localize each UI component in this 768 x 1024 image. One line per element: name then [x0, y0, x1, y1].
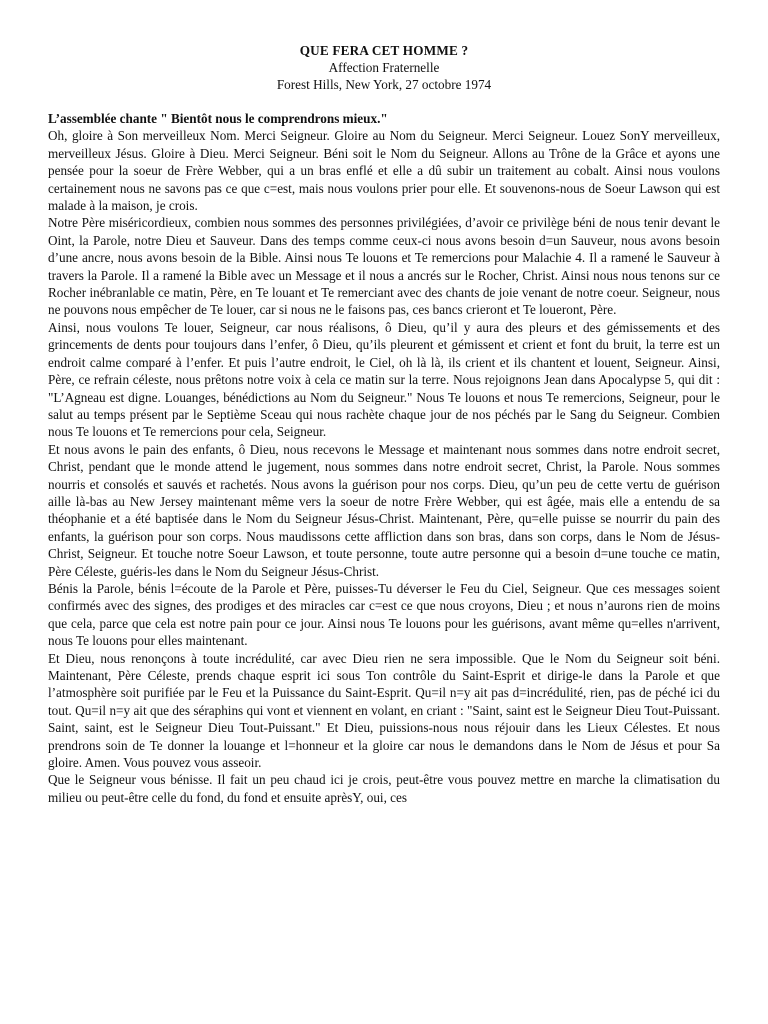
paragraph: Et Dieu, nous renonçons à toute incrédulité, car avec Dieu rien ne sera impossible. Que le Nom du Seigneur soit béni. Maintenant, Père Céleste, prends chaque esprit ici sous Ton contrôle du Saint-Esprit et dirige-le dans la Parole et que l’atmosphère soit purifiée par le Feu et la Puissance du Saint-Esprit. Qu=il n=y ait pas d=incrédulité, rien, pas de péché ici du tout. Qu=il n=y ait que des séraphins qui vont et viennent en volant, en criant : "Saint, saint est le Seigneur Dieu Tout-Puissant. Saint, saint, est le Seigneur Dieu Tout-Puissant." Et Dieu, puissions-nous nous réjouir dans les Lieux Célestes. Et nous prendrons soin de Te donner la louange et l=honneur et la gloire car nous le demandons dans le Nom de Jésus et pour Sa gloire. Amen. Vous pouvez vous asseoir.	[48, 650, 720, 771]
paragraph: Ainsi, nous voulons Te louer, Seigneur, car nous réalisons, ô Dieu, qu’il y aura des pleurs et des gémissements et des grincements de dents pour toujours dans l’enfer, ô Dieu, qu’ils pleurent et gémissent et crient et font du bruit, la terre est un endroit calme comparé à l’enfer. Et puis l’autre endroit, le Ciel, oh là là, ils crient et ils chantent et louent, Seigneur. Ainsi, Père, ce refrain céleste, nous prêtons notre voix à cela ce matin sur la terre. Nous rejoignons Jean dans Apocalypse 5, qui dit : "L’Agneau est digne. Louanges, bénédictions au Nom du Seigneur." Nous Te louons et nous Te remercions, Seigneur, pour le salut au temps présent par le Septième Sceau qui nous rachète chaque jour de nos péchés par le Sang du Seigneur. Combien nous Te louons et Te remercions pour cela, Seigneur.	[48, 319, 720, 440]
document-subtitle: Affection Fraternelle	[328, 60, 440, 75]
paragraph: Notre Père miséricordieux, combien nous sommes des personnes privilégiées, d’avoir ce privilège béni de nous tenir devant le Oint, la Parole, notre Dieu et Sauveur. Dans des temps comme ceux-ci nous avons besoin d=un Sauveur, nous avons besoin d’une ancre, nous avons besoin de la Bible. Ainsi nous Te louons et Te remercions pour Malachie 4. Il a ramené le Sauveur à travers la Parole. Il a ramené la Bible avec un Message et il nous a ancrés sur le Rocher, Christ. Ainsi nous nous tenons sur ce Rocher inébranlable ce matin, Père, en Te louant et Te remerciant avec des chants de joie venant de notre coeur. Seigneur, nous ne pouvons nous empêcher de Te louer, car si nous ne le faisons pas, ces bancs crieront et Te loueront, Père.	[48, 215, 720, 318]
document-page	[48, 42, 720, 806]
paragraph: Que le Seigneur vous bénisse. Il fait un peu chaud ici je crois, peut-être vous pouvez mettre en marche la climatisation du milieu ou peut-être celle du fond, du fond et ensuite aprèsY, oui, ces	[48, 772, 720, 805]
intro-line: L’assemblée chante " Bientôt nous le comprendrons mieux."	[48, 111, 388, 126]
paragraph: Et nous avons le pain des enfants, ô Dieu, nous recevons le Message et maintenant nous sommes dans notre endroit secret, Christ, pendant que le monde attend le jugement, nous sommes dans notre endroit secret, Christ, la Parole. Nous sommes nourris et consolés et sauvés et rachetés. Nous avons la guérison pour nos corps. Dieu, qu’un peu de cette vertu de guérison aille là-bas au New Jersey maintenant même vers la soeur de notre Frère Webber, qui est âgée, mais elle a entendu de sa théophanie et a été baptisée dans le Nom du Seigneur Jésus-Christ. Maintenant, Père, qu=elle puisse se nourrir du pain des enfants, la guérison pour son corps. Nous maudissons cette affliction dans son bras, dans son corps, dans le Nom de Jésus-Christ, Seigneur. Et touche notre Soeur Lawson, et toute personne, toute autre personne qui a besoin d=une touche ce matin, Père Céleste, guéris-les dans le Nom du Seigneur Jésus-Christ.	[48, 441, 720, 579]
paragraph: Bénis la Parole, bénis l=écoute de la Parole et Père, puisses-Tu déverser le Feu du Ciel, Seigneur. Que ces messages soient confirmés avec des signes, des prodiges et des miracles car c=est ce que nous croyons, Dieu ; et nous n’aurons rien de moins que cela, parce que cela est notre pain pour ce jour. Ainsi nous Te louons pour les guérisons, avant même qu=elles n'arrivent, nous Te louons pour elles maintenant.	[48, 580, 720, 649]
document-title: QUE FERA CET HOMME ?	[299, 43, 469, 58]
document-location-date: Forest Hills, New York, 27 octobre 1974	[276, 77, 492, 92]
document-header	[48, 42, 720, 93]
paragraph: Oh, gloire à Son merveilleux Nom. Merci Seigneur. Gloire au Nom du Seigneur. Merci Seigneur. Louez SonY merveilleux, merveilleux Jésus. Gloire à Dieu. Merci Seigneur. Béni soit le Nom du Seigneur. Allons au Trône de la Grâce et ayons une pensée pour la soeur de Frère Webber, qui a un bras enflé et elle a dû subir un traitement au cobalt. Ainsi nous voulons certainement nous ne savons pas ce que c=est, mais nous voulons prier pour elle. Et souvenons-nous de Soeur Lawson qui est malade à la maison, je crois.	[48, 128, 720, 214]
